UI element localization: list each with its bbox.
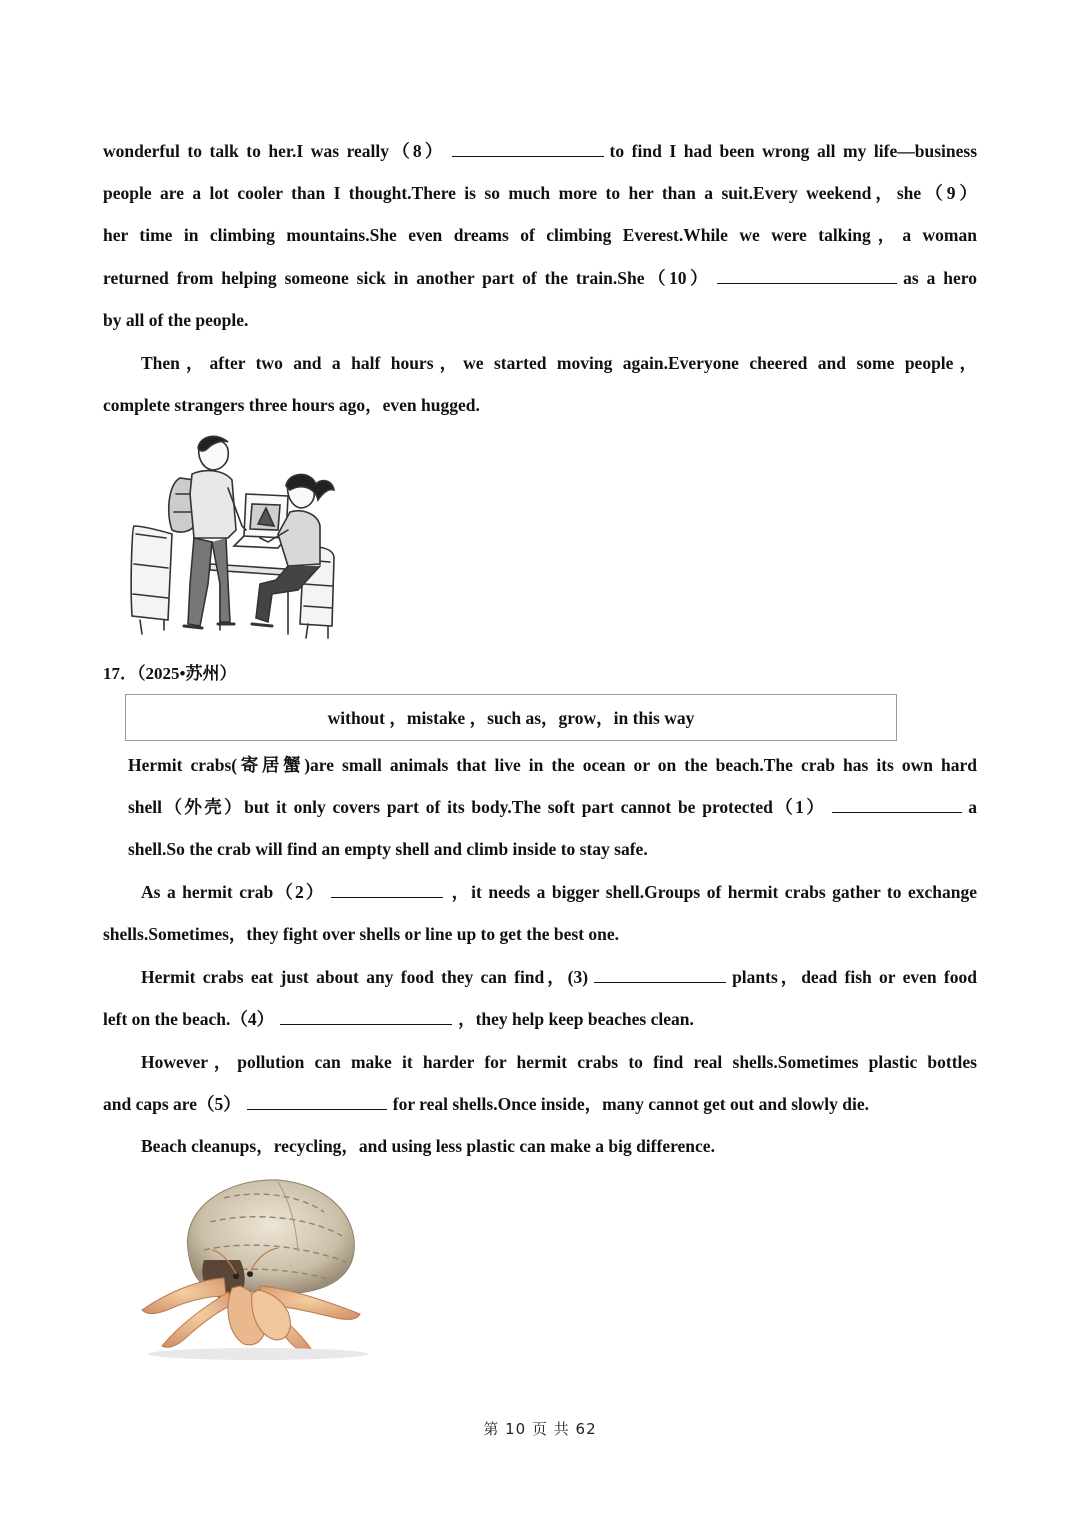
passage-line: left on the beach.（4） ，they help keep beaches clean. bbox=[103, 1006, 977, 1032]
passage-line: and caps are（5） for real shells.Once inside，many cannot get out and slowly die. bbox=[103, 1091, 977, 1117]
answer-blank-8[interactable] bbox=[452, 138, 604, 157]
answer-blank-2[interactable] bbox=[331, 879, 443, 898]
passage-line: However，pollution can make it harder for hermit crabs to find real shells.Sometimes plastic bottles bbox=[141, 1052, 977, 1072]
passage-line: complete strangers three hours ago，even hugged. bbox=[103, 395, 480, 415]
passage-line: people are a lot cooler than I thought.There is so much more to her than a suit.Every weekend，she（9） bbox=[103, 183, 977, 203]
passage-line: Hermit crabs(寄居蟹)are small animals that live in the ocean or on the beach.The crab has its own hard bbox=[128, 755, 977, 775]
hermit-crab-photo bbox=[128, 1168, 384, 1362]
word-bank-box: without ，mistake ，such as，grow，in this way bbox=[125, 694, 897, 741]
passage-line: shell.So the crab will find an empty shell and climb inside to stay safe. bbox=[128, 839, 648, 859]
passage-line: Beach cleanups，recycling，and using less plastic can make a big difference. bbox=[141, 1136, 715, 1156]
answer-blank-5[interactable] bbox=[247, 1091, 387, 1110]
answer-blank-3[interactable] bbox=[594, 964, 726, 983]
passage-line: As a hermit crab（2） ，it needs a bigger shell.Groups of hermit crabs gather to exchange bbox=[141, 879, 977, 905]
passage-line: shells.Sometimes，they fight over shells or line up to get the best one. bbox=[103, 924, 620, 944]
question-number: 17．（2025•苏州） bbox=[103, 664, 237, 683]
train-conversation-illustration bbox=[128, 434, 342, 640]
passage-line: shell（外壳）but it only covers part of its body.The soft part cannot be protected（1） a bbox=[128, 794, 977, 820]
answer-blank-4[interactable] bbox=[280, 1006, 452, 1025]
page-footer: 第 10 页 共 62 bbox=[483, 1420, 597, 1438]
passage-line: wonderful to talk to her.I was really（8） to find I had been wrong all my life—business bbox=[103, 138, 977, 164]
answer-blank-10[interactable] bbox=[717, 265, 897, 284]
passage-line: Hermit crabs eat just about any food they can find，(3) plants，dead fish or even food bbox=[141, 964, 977, 990]
answer-blank-1[interactable] bbox=[832, 794, 962, 813]
passage-line: by all of the people. bbox=[103, 310, 249, 330]
passage-line: Then，after two and a half hours，we started moving again.Everyone cheered and some people， bbox=[141, 353, 977, 373]
passage-line: her time in climbing mountains.She even dreams of climbing Everest.While we were talking，a woman bbox=[103, 225, 977, 245]
passage-line: returned from helping someone sick in another part of the train.She（10） as a hero bbox=[103, 265, 977, 291]
